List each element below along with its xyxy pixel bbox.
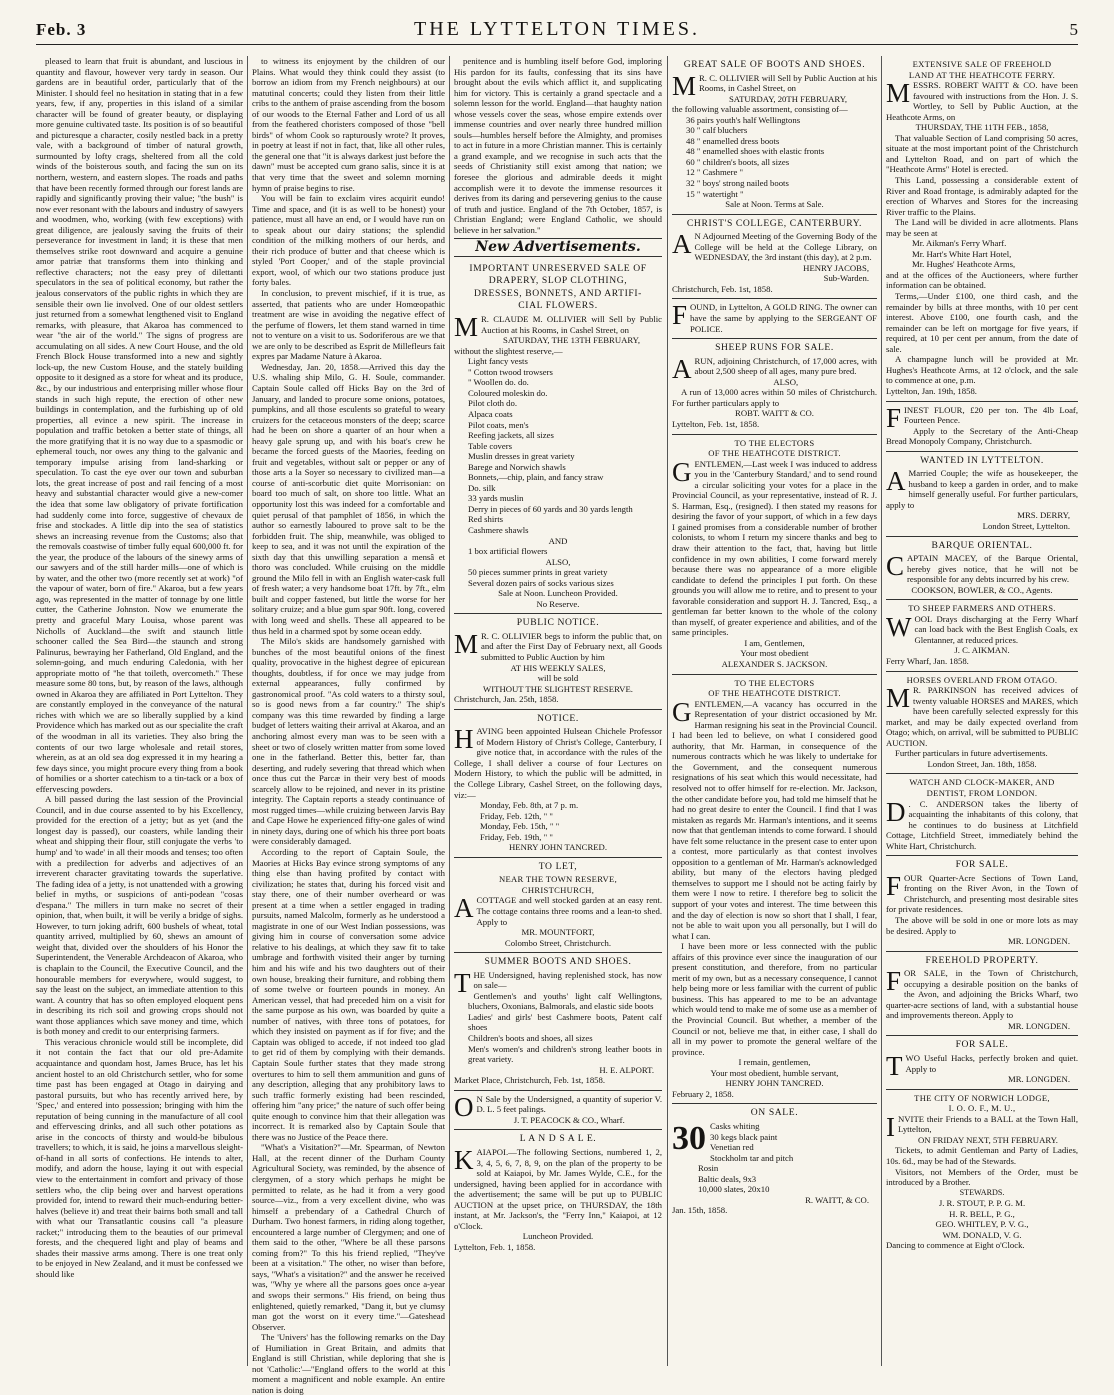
ad-signature: MR. LONGDEN. xyxy=(1007,936,1070,947)
ad-body: I have been more or less connected with the public affairs of this province ever since the inauguration of our present constitution, and therefore, from no particular merit of my own, but as a necessary consequence, I cannot help being more or less familiar with the current of public business. This has appeared to me to be an advantage which would tend to make me of some use as a member of the Provincial Council. But whether, a member of the Council or not, believe me that, in either case, I shall do all in my power to promote the general welfare of the province. xyxy=(672,941,877,1057)
drop-cap: W xyxy=(886,611,912,642)
ad-signature: HENRY JACOBS, xyxy=(803,262,869,273)
ad-date: Lyttelton, Jan. 19th, 1858. xyxy=(886,385,977,396)
masthead: THE LYTTELTON TIMES. xyxy=(414,18,700,40)
list-item: Reefing jackets, all sizes xyxy=(468,430,554,441)
article-paragraph: to witness its enjoyment by the children of our Plains. What would they think could they assist (to borrow an idiom from my French neighbours) at our matutinal concerts; could they listen from their little cribs to the anthem of praise ascending from the bosom of our woods to the Eternal Father and Lord of us all from the feathered choristers composed of those "bell birds" of whom Cook so rapturously wrote? It proves, in poetry at least if not in fact, that, like all other rules, the general one that "it is always darkest just before the dawn" must be accepted cum grano salis, since it is at that very time that the sweet and solemn morning hymn of praise begins to rise. xyxy=(252,56,445,193)
ad-date: London Street, Jan. 18th, 1858. xyxy=(927,758,1037,769)
ad-heading: GREAT SALE OF BOOTS AND SHOES. xyxy=(683,59,866,70)
ad-body: R. PARKINSON has received advices of twenty valuable HORSES and MARES, which have been carefully selected expressly for this market, and may be daily expected overland from Otago; which, on arrival, will be submitted to PUBLIC AUCTION. xyxy=(886,685,1078,748)
ad-heading: TO SHEEP FARMERS AND OTHERS. xyxy=(908,603,1056,614)
ad-date: THURSDAY, THE 11TH FEB., 1858, xyxy=(915,122,1049,133)
ad-summer-boots xyxy=(454,953,662,1091)
ad-body: RUN, adjoining Christchurch, of 17,000 acres, with about 2,500 sheep of all ages, many pure bred. xyxy=(694,355,877,377)
drop-cap: G xyxy=(672,456,692,487)
list-item: Gentlemen's and youths' light calf Wellingtons, bluchers, Oxonians, Balmorals, and elastic side boots xyxy=(468,990,662,1012)
ad-heading: NOTICE. xyxy=(537,712,579,724)
ad-date: SATURDAY, THE 13TH FEBRUARY, xyxy=(502,335,641,346)
ad-heading: THE CITY OF NORWICH LODGE, xyxy=(914,1092,1050,1103)
drop-cap: I xyxy=(886,1111,895,1142)
drop-cap: A xyxy=(672,229,692,260)
list-item: 10,000 slates, 20x10 xyxy=(698,1184,770,1195)
drop-cap: D xyxy=(886,796,906,827)
list-item: Bonnets,—chip, plain, and fancy straw xyxy=(468,472,604,483)
ad-body: HE Undersigned, having replenished stock, has now on sale— xyxy=(473,969,662,991)
ad-heading: CIAL FLOWERS. xyxy=(518,300,598,312)
ad-body: without the slightest reserve,— xyxy=(454,345,563,356)
ad-heading: CHRISTCHURCH, xyxy=(521,884,595,895)
ad-heading: WANTED IN LYTTELTON. xyxy=(920,454,1044,466)
list-item: Coloured moleskin do. xyxy=(468,387,548,398)
list-item: " Cotton twood trowsers xyxy=(468,366,553,377)
ad-body: ENTLEMEN,—A vacancy has occurred in the Representation of your district occasioned by Mr. Harman resigning his seat in the Provincial Council. I had been led to believe, on what I considered good authority, that Mr. Harman, in consequence of the numerous contracts which he was likely to undertake for the Government, and the consequent numerous resignations of his seat which this would necessitate, had resolved not to offer himself for re-election. Mr. Jackson, the other candidate before you, had told me himself that he had no great desire to enter the Council. I find that I was mistaken as regards Mr. Harman's intentions, and it seems now that that gentleman intends to come forward. I should have felt some reluctance in the present case to enter upon a contest, more particularly as that contest involves opposition to a gentleman of Mr. Harman's acknowledged ability, but many of the electors having pledged themselves to support me I should not be acting fairly by them were I now to retire. I therefore beg to solicit the support of your votes and interest. The time between this and the day of election is now so short that I shall, I fear, not be able to wait upon you all personally, but I will do what I can. xyxy=(672,698,877,941)
list-item: 33 yards muslin xyxy=(468,493,524,504)
article-paragraph: The Milo's skids are handsomely garnished with bunches of the most beautiful onions of the finest quality, provocative in the highest degree of epicurean thoughts, doubtless, if for once we may judge from external appearances, fully confirmed by gastronomical proof. "As cold waters to a thirsty soul, so is good news from a far country." The ship's company was this time rewarded by finding a large budget of letters waiting their arrival at Akaroa, and an anchoring almost every man was to be seen with a sheet or two of closely written matter from some loved one in the fatherland. Better this, better far, than deserting, and rudely severing that thread which when once thus cut the Parcæ in their very best of moods scarcely allow to be rejoined, and never in its pristine integrity. The Captain reports a steady continuance of most rugged times—while cruizing between Jarvis Bay and Cape Howe he experienced fifty-one gales of wind in ninety days, during one of which his three port boats were considerably damaged. xyxy=(252,636,445,847)
drop-cap: M xyxy=(886,78,911,109)
ad-footer: Sale at Noon. Terms at Sale. xyxy=(725,199,824,210)
ad-electors-tancred xyxy=(672,675,877,1105)
list-item: Mr. Aikman's Ferry Wharf. xyxy=(912,238,1007,249)
column-rule xyxy=(667,56,668,1366)
ad-heading: LAND AT THE HEATHCOTE FERRY. xyxy=(908,69,1056,80)
list-item: 15 " watertight " xyxy=(686,188,744,199)
ad-footer: No Reserve. xyxy=(536,598,580,609)
ad-body: OR SALE, in the Town of Christchurch, occupying a desirable position on the banks of the Avon, and adjoining the Bricks Wharf, two quarter-acre sections of land, with a substantial house and improvements thereon. Apply to xyxy=(886,968,1078,1021)
ad-date: Christchurch, Feb. 1st, 1858. xyxy=(672,283,773,294)
ad-heading: FREEHOLD PROPERTY. xyxy=(925,954,1039,966)
column-rule xyxy=(247,56,248,1366)
ad-body: APTAIN MACEY, of the Barque Oriental, hereby gives notice, that he will not be responsible for any debts incurred by his crew. xyxy=(907,553,1078,585)
ad-signature: ROBT. WAITT & CO. xyxy=(735,408,814,419)
article-paragraph: According to the report of Captain Soule, the Maories at Hicks Bay evince strong symptoms of any thing else than having profited by contact with civilization; he states that, during his forced visit and stay there, one of their number overheard or was present at a time when a settler engaged in trading pursuits, named Malcolm, formerly as he understood a magistrate in one of our West Indian possessions, was giving him in course of conversation some advice relative to his dealings, at which they saw fit to take umbrage and forthwith visited their anger by turning him and his wife and his two daughters out of their own house, breaking their furniture, and robbing them of some twelve or fourteen pounds in money. An American vessel, that had preceded him on a visit for the same purpose as his own, was boarded by quite a number of natives, with three tons of potatoes, for which they insisted on payment as if for five; and the Captain was obliged to accede, if not indeed too glad to get rid of them by complying with their demands. Captain Soule further states that they made strong overtures to him to sell them ammunition and guns of any description, alleging that any prohibitory laws to such traffic formerly existing had been rescinded, offering him "any price;" the nature of such offer being quite enough to convince him that their allegation was incorrect. It is remarked also by Captain Soule that there was no Justice of the Peace there. xyxy=(252,847,445,1142)
ad-date: ON FRIDAY NEXT, 5TH FEBRUARY. xyxy=(918,1134,1058,1145)
article-paragraph: The 'Univers' has the following remarks on the Day of Humiliation in Great Britain, and admits that England is still Christian, while deploring that she is not 'Catholic:'—"England offers to the world at this moment a magnificent and noble example. An entire nation is doing xyxy=(252,1332,445,1395)
ad-signature: London Street, Lyttelton. xyxy=(982,520,1070,531)
ad-body: and at the offices of the Auctioneers, where further information can be obtained. xyxy=(886,269,1078,291)
drop-cap: F xyxy=(672,300,688,331)
list-item: Red shirts xyxy=(468,514,503,525)
list-item: Stockholm tar and pitch xyxy=(710,1152,794,1163)
ad-body: Married Couple; the wife as housekeeper, the husband to keep a garden in order, and to make himself generally useful. For further particulars, apply to xyxy=(886,468,1078,510)
article-paragraph: A bill passed during the last session of the Provincial Council, and in due course assented to by his Excellency, provided for the erection of a jetty; but as yet (and the longest day is passed), our coasters, while landing their wheat and shipping their flour, still conjugate the verbs 'to hump' and 'to wade' in all their moods and tenses; too often with a predilection for adverbs and adjectives of an irreverent character gravitating towards the superlative. The fading idea of a jetty, is not unattended with a growing belief in myths, or suspicions of anti-podean "cosas d'espana." The millers in turn make no secret of their opinion, that, when built, it will be verily a bridge of sighs. However, to turn joking adrift, 600 bushels of wheat, total quantity arrived, multiplied by 60, shews an amount of weight that, divided over the shoulders of his Honor the Superintendent, the Venerable Archdeacon of Akaroa, who is chaplain to the Council, the Executive Council, and the honourable members for everywhere, would suggest, to say the least on the subject, an immediate attention to this want. A country that has so often employed eloquent pens in describing its rich soil and growing crops should not want those appliances which save money and time, which is both money and credit to our enterprising farmers. xyxy=(36,794,243,1037)
ad-sheep-farmers xyxy=(886,600,1078,671)
ad-body: Apply to the Secretary of the Anti-Cheap Bread Monopoly Company, Christchurch. xyxy=(886,425,1078,447)
list-item: 1 box artificial flowers xyxy=(468,546,548,557)
ad-heading: CHRIST'S COLLEGE, CANTERBURY. xyxy=(686,217,863,229)
ad-heading: EXTENSIVE SALE OF FREEHOLD xyxy=(912,59,1052,69)
drop-cap: A xyxy=(886,466,906,497)
lecture-day: Monday, Feb. 15th, " " xyxy=(480,821,560,832)
ad-footer: Dancing to commence at Eight o'Clock. xyxy=(886,1240,1025,1251)
ad-signature: HENRY JOHN TANCRED. xyxy=(508,842,607,853)
list-item: 48 " enamelled dress boots xyxy=(686,135,780,146)
ad-body: A champagne lunch will be provided at Mr. Hughes's Heathcote Arms, at 12 o'clock, and the sale to commence at one, p.m. xyxy=(886,354,1078,386)
ad-body: Visitors, not Members of the Order, must be introduced by a Brother. xyxy=(886,1166,1078,1188)
ad-signature: Christchurch, Jan. 25th, 1858. xyxy=(454,694,559,705)
drop-cap: M xyxy=(886,683,911,714)
list-item: Pilot cloth do. xyxy=(468,398,517,409)
ad-date: Ferry Wharf, Jan. 1858. xyxy=(886,655,969,666)
ad-body: AIAPOI.—The following Sections, numbered 1, 2, 3, 4, 5, 6, 7, 8, 9, on the plan of the property to be sold at Kaiapoi, by Mr. James Wylde, C.E., for the undersigned, having been applied for in accordance with the advertisement; the same will be put up to PUBLIC AUCTION at the upset price, on THURSDAY, the 18th instant, at Mr. Jackson's, the "Ferry Inn," Kaiapoi, at 12 o'Clock. xyxy=(454,1146,662,1231)
ad-body: N Sale by the Undersigned, a quantity of superior V. D. L. 5 feet palings. xyxy=(476,1093,662,1115)
list-item: Cashmere shawls xyxy=(468,524,529,535)
ad-closing: I am, Gentlemen, xyxy=(744,637,805,648)
ad-heading: TO LET, xyxy=(538,860,578,872)
ad-finest-flour xyxy=(886,402,1078,452)
ad-body: . C. ANDERSON takes the liberty of acquainting the inhabitants of this colony, that he continues to do business at Litchfield Cottage, Litchfield Street, immediately behind the White Hart, Christchurch. xyxy=(886,798,1078,851)
drop-cap: G xyxy=(672,696,692,727)
page-header xyxy=(36,18,1078,45)
list-item: Children's boots and shoes, all sizes xyxy=(468,1033,593,1044)
steward-name: H. R. BELL, P. G., xyxy=(949,1208,1015,1219)
column-4 xyxy=(672,56,877,1366)
ad-on-sale xyxy=(672,1104,877,1219)
ad-body: COTTAGE and well stocked garden at an easy rent. The cottage contains three rooms and a lean-to shed. Apply to xyxy=(476,895,662,927)
steward-name: J. R. STOUT, P. P. G. M. xyxy=(938,1198,1026,1209)
ad-heading: WATCH AND CLOCK-MAKER, AND xyxy=(909,777,1055,788)
drop-cap: M xyxy=(454,628,479,659)
steward-name: WM. DONALD, V. G. xyxy=(942,1229,1022,1240)
ad-for-sale-hacks xyxy=(886,1036,1078,1089)
ad-body: Further particulars in future advertisements. xyxy=(895,748,1048,759)
header-date: Feb. 3 xyxy=(36,20,87,39)
list-item: 12 " Cashmere " xyxy=(686,167,744,178)
ad-signature: J. T. PEACOCK & CO., Wharf. xyxy=(513,1114,625,1125)
ad-body: A run of 13,000 acres within 50 miles of Christchurch. For further particulars apply to xyxy=(672,387,877,408)
ad-heading: OF THE HEATHCOTE DISTRICT. xyxy=(708,688,841,699)
drop-cap: T xyxy=(454,967,471,998)
list-item: Men's women's and children's strong leather boots in great variety. xyxy=(468,1043,662,1065)
ad-signature: MRS. DERRY, xyxy=(1017,510,1070,521)
ad-heading: SUMMER BOOTS AND SHOES. xyxy=(484,956,632,968)
drop-cap: K xyxy=(454,1144,474,1175)
ad-body: The above will be sold in one or more lots as may be desired. Apply to xyxy=(886,915,1078,936)
divider xyxy=(454,256,662,257)
ad-signature: Sub-Warden. xyxy=(823,273,869,284)
ad-body: The Land will be divided in acre allotments. Plans may be seen at xyxy=(886,217,1078,238)
ad-body: OUR Quarter-Acre Sections of Town Land, fronting on the River Avon, in the Town of Christchurch, and presenting most desirable sites for private residences. xyxy=(886,872,1078,915)
column-rule xyxy=(881,56,882,1366)
list-item: Casks whiting xyxy=(710,1120,760,1131)
ad-closing: Your most obedient xyxy=(740,648,809,659)
ad-signature: Lyttelton, Feb. 1st, 1858. xyxy=(672,418,760,429)
ad-body: INEST FLOUR, £20 per ton. The 4lb Loaf, Fourteen Pence. xyxy=(904,404,1078,426)
ad-watchmaker-dentist xyxy=(886,774,1078,856)
list-item: Baltic deals, 9x3 xyxy=(698,1173,757,1184)
list-item: 30 kegs black paint xyxy=(710,1131,778,1142)
ad-found-ring xyxy=(672,299,877,339)
ad-body: ENTLEMEN,—Last week I was induced to address you in the 'Canterbury Standard,' and to send round a circular soliciting your votes for a place in the Provincial Council, as your representative, instead of R. J. S. Harman, Esq., (resigned). I then stated my reasons for desiring the favor of your support, of which in a few days I gained promises from a considerable number of brother colonists, to whom I return my sincere thanks and beg to draw their attention to the fact, that, having but little confidence in my own abilities, I come forward merely because there was no appearance of a more eligible candidate to defend the principles I put forth. On these grounds you will allow me to retire, and to present to your favorable consideration and support H. J. Tancred, Esq., a gentleman far better known to the whole of the colony than myself, of greater experience and abilities, and of the same principles. xyxy=(672,458,877,638)
drop-cap: M xyxy=(454,312,479,343)
list-item: " Woollen do. do. xyxy=(468,377,529,388)
drop-cap: T xyxy=(886,1051,903,1082)
ad-subhead: ALSO, xyxy=(773,376,799,387)
ad-signature: MR. LONGDEN. xyxy=(1007,1074,1070,1085)
drop-cap: C xyxy=(886,551,905,582)
ad-body: NVITE their Friends to a BALL at the Town Hall, Lyttelton, xyxy=(898,1113,1078,1135)
ad-heading: BARQUE ORIENTAL. xyxy=(931,539,1033,551)
ad-date: February 2, 1858. xyxy=(672,1088,734,1099)
list-item: Ladies' and girls' best Cashmere boots, Patent calf shoes xyxy=(468,1011,662,1033)
ad-signature: Market Place, Christchurch, Feb. 1st, 1858. xyxy=(454,1075,606,1086)
article-paragraph: "What's a Visitation?"—Mr. Spearman, of Newton Hall, at the recent dinner of the Durham County Agricultural Society, was reminded, by the absence of clergymen, of a story which perhaps he might be permitted to relate, as he had it from a very good source—viz., from a very excellent divine, who was himself a prebendary of a Cathedral Church of Durham. Two honest farmers, in riding along together, encountered a large number of Clergymen; and one of them said to the other, "Where be all these parsons coming from?" To this his friend replied, "They've been at a visitation." The other, no wiser than before, says, "What's a visitation?" and the answer he received was, "Why ye where all the parsons goes once a-year and swops their sermons." His friend, on being thus enlightened, quietly remarked, "Dang it, but ye clumsy man got the worst on it every time."—Gateshead Observer. xyxy=(252,1142,445,1332)
list-item: Derry in pieces of 60 yards and 30 yards length xyxy=(468,503,633,514)
ad-signature: H. E. ALPORT. xyxy=(599,1064,654,1075)
ad-footer: Sale at Noon. Luncheon Provided. xyxy=(498,588,618,599)
ad-heading: DRAPERY, SLOP CLOTHING, xyxy=(488,275,628,287)
ad-closing: Your most obedient, humble servant, xyxy=(710,1067,839,1078)
list-item: Alpaca coats xyxy=(468,408,513,419)
ad-christs-college xyxy=(672,215,877,300)
new-advertisements-banner: New Advertisements. xyxy=(475,239,641,256)
list-item: Venetian red xyxy=(710,1142,754,1153)
article-paragraph: This veracious chronicle would still be incomplete, did it not contain the fact that our old pre-Adamite acquaintance and quondam host, James Bruce, has let his ancient hostel to an old Christchurch settler, who for some time past has been engaged at Otago in dairying and pastoral pursuits, but who has recently arrived here, by 'Spec,' and entered into possession; bringing with him the reputation of being cunning in the manufacture of all cool and effervescing drinks, and all such other potations as arise in the concocts of thirsty and would-be bibulous travellers; to which, it is said, he joins a marvellous sleight-of-hand in all sorts of confections. He intends to alter, modify, and adorn the house, laying it out with especial view to the entertainment in comfort and privacy of those settlers who, the clip being over and harvest operations provided for, intend to reward their much-enduring better-halves (believe it) and treat their bairns both small and tall with what our Transatlantic cousins call "a pleasure racket;" introducing them to the beauties of our primeval forests, and the chequered light and play of beams and shades their massive arms among. There is one treat only to be enjoyed in New Zealand, and it must be confessed we should like xyxy=(36,1036,244,1279)
lecture-day: Friday, Feb. 12th, " " xyxy=(480,810,553,821)
ad-date: Jan. 15th, 1858. xyxy=(672,1205,728,1216)
list-item: 48 " enamelled shoes with elastic fronts xyxy=(686,146,825,157)
list-item: Rosin xyxy=(698,1163,719,1174)
column-5 xyxy=(886,56,1078,1366)
ad-heading: FOR SALE. xyxy=(955,859,1009,871)
ad-electors-jackson xyxy=(672,435,877,675)
list-item: 36 pairs youth's half Wellingtons xyxy=(686,114,801,125)
drop-cap: M xyxy=(672,70,697,101)
ad-signature: ALEXANDER S. JACKSON. xyxy=(721,658,828,669)
list-item: Several dozen pairs of socks various sizes xyxy=(468,577,614,588)
ad-heading: DRESSES, BONNETS, AND ARTIFI- xyxy=(474,287,642,299)
drop-cap: O xyxy=(454,1091,474,1122)
ad-body: R. C. OLLIVIER begs to inform the public that, on and after the First Day of February next, all Goods submitted to Public Auction by him xyxy=(481,630,662,662)
ad-body: Tickets, to admit Gentleman and Party of Ladies, 10s. 6d., may be had of the Stewards. xyxy=(886,1145,1078,1166)
column-3 xyxy=(454,56,662,1366)
ad-subhead: ALSO, xyxy=(545,556,571,567)
ad-line: will be sold xyxy=(537,673,579,684)
ad-body: That valuable Section of Land comprising 50 acres, situate at the most important point of the Christchurch and Lyttelton Road, and on part of which the "Heathcote Arms" Hotel is erected. xyxy=(886,132,1078,175)
ad-palings xyxy=(454,1091,662,1131)
ad-heading: I. O. O. F., M. U., xyxy=(948,1103,1016,1114)
ad-heading: OF THE HEATHCOTE DISTRICT. xyxy=(708,448,841,459)
drop-cap: F xyxy=(886,870,902,901)
page-number: 5 xyxy=(1069,20,1078,39)
ad-body: OOL Drays discharging at the Ferry Wharf can load back with the Best English Coals, ex Glentanner, at reduced prices. xyxy=(914,613,1078,645)
ad-signature: MR. LONGDEN. xyxy=(1007,1020,1070,1031)
ad-freehold-property xyxy=(886,952,1078,1037)
ad-hulsean-lectures xyxy=(454,710,662,858)
ad-heading: L A N D S A L E. xyxy=(519,1133,597,1145)
drop-cap: F xyxy=(886,966,902,997)
drop-cap: A xyxy=(672,353,692,384)
list-item: Pilot coats, men's xyxy=(468,419,529,430)
ad-body: This Land, possessing a considerable extent of River and Road frontage, is admirably adapted for the erection of Wharves and Stores for the increasing River traffic to the Plains. xyxy=(886,175,1078,217)
lecture-day: Monday, Feb. 8th, at 7 p. m. xyxy=(480,800,579,811)
list-item: 50 pieces summer prints in great variety xyxy=(468,567,608,578)
ad-boots-sale xyxy=(672,56,877,215)
ad-to-let xyxy=(454,858,662,953)
list-item: 30 " calf bluchers xyxy=(686,125,748,136)
ad-norwich-lodge-ball xyxy=(886,1090,1078,1255)
ad-closing: I remain, gentlemen, xyxy=(738,1057,811,1068)
steward-name: GEO. WHITLEY, P. V. G., xyxy=(935,1219,1029,1230)
ad-public-notice xyxy=(454,614,662,709)
list-item: Mr. Hughes' Heathcote Arms, xyxy=(912,259,1016,270)
list-item: Barege and Norwich shawls xyxy=(468,461,566,472)
article-paragraph: Wednesday, Jan. 20, 1858.—Arrived this day the U.S. whaling ship Milo, G. H. Soule, commander. Captain Soule called off Hicks Bay on the 3rd of January, and landed to procure some onions, potatoes, pumpkins, and all those esculents so grateful to weary cruizers for the cetaceous monsters of the deep; scarce had he been on shore a quarter of an hour when a heavy gale sprung up, and with his boat's crew he became the forced guests of the Maories, feeding on fruit and vegetables, without salt or pepper or any of those arts a la Soyer so necessary to civilized man—a course of anti-scorbutic diet quite Morrisonian: on board too much of salt, on shore too little. What an opportunity lost this was indeed for a comfortable and quiet perusal of that pamphlet of 1856, in which the author so earnestly laboured to prove salt to be the forbidden fruit. The ship, meanwhile, was obliged to keep to sea, and it was not until the expiration of the sixth day that this unwilling separation a mensâ et thoro was concluded. While cruising on the middle ground the Milo fell in with an English water-cask full of fresh water; a very handsome boat 17ft. by 7ft., elm built and copper fastened, but little the worse for her solitary cruize; and a blue gum spar 90ft. long, covered with long weed and shells. These all appeared to be thus held in a charmed spot by some ocean eddy. xyxy=(252,361,445,636)
ad-signature: R. WAITT, & CO. xyxy=(805,1194,869,1205)
ad-line: WITHOUT THE SLIGHTEST RESERVE. xyxy=(483,683,633,694)
ad-date: SATURDAY, 20TH FEBRUARY, xyxy=(728,93,848,104)
ad-subhead: AND xyxy=(548,535,568,546)
ad-body: R. C. OLLIVIER will Sell by Public Auction at his Rooms, in Cashel Street, on xyxy=(699,72,877,94)
ad-heading: HORSES OVERLAND FROM OTAGO. xyxy=(906,674,1058,685)
ad-body: Terms,—Under £100, one third cash, and the remainder by bills at three months, with 10 per cent interest. Above £100, one fourth cash, and the remainder can be left on mortgage for five years, if required, at 10 per cent per annum, from the date of sale. xyxy=(886,291,1078,354)
ad-signature: Lyttelton, Feb. 1, 1858. xyxy=(454,1241,536,1252)
ad-subhead: STEWARDS. xyxy=(959,1187,1005,1197)
list-item: 60 " children's boots, all sizes xyxy=(686,156,790,167)
ad-land-sale xyxy=(454,1130,662,1256)
ad-horses-otago xyxy=(886,672,1078,775)
ad-heading: PUBLIC NOTICE. xyxy=(516,617,600,629)
ad-heading: FOR SALE. xyxy=(955,1039,1009,1051)
ad-wanted xyxy=(886,452,1078,537)
ad-body: ESSRS. ROBERT WAITT & CO. have been favoured with instructions from the Hon. J. S. Wortley, to Sell by Public Auction, at the Heathcote Arms, on xyxy=(886,80,1078,122)
ad-barque-oriental xyxy=(886,537,1078,601)
article-paragraph: You will be fain to exclaim vires acquirit eundo! Time and space, and (it is as well to be honest) your patience, must all have an end, or I would have run on to speak about our dairy stations; the splendid condition of the milking mothers of our herds, and their rich produce of butter and that cheese which is styled 'Port Cooper,' and of the staple provincial export, wool, of which our two stations produce just forty bales. xyxy=(252,193,445,288)
drop-cap: F xyxy=(886,402,902,433)
ad-body: WO Useful Hacks, perfectly broken and quiet. Apply to xyxy=(905,1053,1078,1074)
list-item: Mr. Hart's White Hart Hotel, xyxy=(912,248,1012,259)
ad-heading: ON SALE. xyxy=(750,1107,799,1119)
ad-body: AVING been appointed Hulsean Chichele Professor of Modern History of Christ's College, Canterbury, I give notice that, in accordance with the rules of the College, I shall deliver a course of four Lectures on Modern History, to which the public will be admitted, in the College Library, Cashel Street, on the following days, viz:— xyxy=(454,726,662,800)
list-item: 32 " boys' strong nailed boots xyxy=(686,178,789,189)
article-paragraph: In conclusion, to prevent mischief, if it is true, as asserted, that patients who are under Homœopathic treatment are wise in avoiding the negative effect of the perfume of flowers, let them stand warned in time not to venture on a visit to us. Sodoriferous are we that we are only to be described as Esprit de Millefleurs fait expres par Madame Nature à Akaroa. xyxy=(252,288,445,362)
ad-signature: COOKSON, BOWLER, & CO., Agents. xyxy=(911,584,1053,595)
ad-signature: Colombo Street, Christchurch. xyxy=(504,937,612,948)
ad-body: R. CLAUDE M. OLLIVIER will Sell by Public Auction at his Rooms, in Cashel Street, on xyxy=(481,314,662,335)
ad-body: N Adjourned Meeting of the Governing Body of the College will be held at the College Library, on WEDNESDAY, the 3rd instant (this day), at 2 p.m. xyxy=(694,231,877,263)
quantity-numeral: 30 xyxy=(672,1119,706,1157)
ad-heading: SHEEP RUNS FOR SALE. xyxy=(715,342,834,354)
list-item: Table covers xyxy=(468,440,513,451)
ad-signature: MR. MOUNTFORT, xyxy=(521,927,595,938)
column-2 xyxy=(252,56,445,1395)
ad-heading: IMPORTANT UNRESERVED SALE OF xyxy=(469,262,647,274)
ad-line: AT HIS WEEKLY SALES, xyxy=(510,662,606,673)
list-item: Muslin dresses in great variety xyxy=(468,451,575,462)
ad-heathcote-ferry xyxy=(886,56,1078,402)
ad-signature: HENRY JOHN TANCRED. xyxy=(725,1078,824,1089)
ad-heading: TO THE ELECTORS xyxy=(734,437,815,448)
ad-body: the following valuable assortment, consisting of— xyxy=(672,104,848,115)
lecture-day: Friday, Feb. 19th, " " xyxy=(480,831,553,842)
list-item: Light fancy vests xyxy=(468,356,528,367)
ad-signature: J. C. AIKMAN. xyxy=(954,645,1010,656)
ad-heading: TO THE ELECTORS xyxy=(734,677,815,688)
article-paragraph: penitence and is humbling itself before God, imploring His pardon for its faults, confessing that its sins have brought about the evils which afflict it, and supplicating him for victory. This is certainly a grand spectacle and a solemn lesson for the world. England—that haughty nation whose vessels cover the seas, whose empire extends over immense countries and over nearly three hundred million souls—humbles herself before the Almighty, and promises to act in future in a more Christian manner. This is certainly a grand example, and we recognise in such acts that the seeds of Christianity still exist among that nation; we foresee the glorious and admirable deeds it might accomplish were it to devote the immense resources it derives from its daring and persevering genius to the cause of truth and justice. England of the 7th October, 1857, is Christian England; were England Catholic, we should believe in her salvation." xyxy=(454,56,662,235)
column-rule xyxy=(449,56,450,1366)
column-1 xyxy=(36,56,243,1366)
article-paragraph: pleased to learn that fruit is abundant, and luscious in quantity and flavour, however very tardy in season. Our gardens are in beautiful order, particularly that of the Minister. I should feel no hesitation in stating that in a few years, few, if any, properties in this island of a similar character will be found of greater beauty, or displaying more genuine cultivated taste. Its position is of so beautiful and picturesque a character, cosily nestled back in a pretty vale, with a background of timber of natural growth, surmounted by lofty crags, sheltered from all the cold winds of the boisterous south, and facing the sun on its northern, western, and eastern slopes. The roads and paths that have been recently formed through our forest lands are rapidly and significantly proving their value; "the bush" is now ever resonant with the labours and industry of sawyers and woodmen, who, working (with few exceptions) with great diligence, are jealously saving the fruits of their perseverance for investment in land; it is these that men themselves strike root downward and acquire a genuine amor patriæ that transforms them into thinking and reflective characters; not the easy prey of dilettanti speculators in the sea of political economy, but rather the jealous conservators of the public rights in which they are sensible their own lie involved. One of our oldest settlers just returned from a somewhat lengthened visit to England remarks, with pleasure, that Akaroa has commenced to wear "the air of the world." The signs of progress are accumulating on all sides. A new Court House, and the old French Block House transformed into a new and sightly lock-up, the new Custom House, and the stately building opposite to it designed as a store for wheat and its produce, &c., by our industrious and enterprising miller whose flour stands in such high repute, the erection of other new buildings in contemplation, and the furbishing up of old properties, all evince a new spirit. The increase in population and traffic betoken a better state of things, all the more gratifying that it is no way due to a spasmodic or ephemeral touch, nor owes any thing to the galvanic and temporary impulse arising from land-sharking or speculation. To cast the eye over our town and suburban lots, the great increase of post and rail fencing of a most heavy and substantial character would give a new-comer the idea that some law obligatory of private fortification had suddenly come into force, suggestive of chevaux de frise and stockades. A little dip into the sea of statistics shews an increasing revenue from the Customs; also that the removals coastwise of timber fully equal 600,000 ft. for the year, the produce of the labours of the sinewy arms of our sawyers and of the still harder mills—one of which is by water, and the other two (more recently set at work) "of the vapour of water, born of fire." Akaroa, but a few years ago, was represented in the matter of tonnage by one little cutter, the Catherine Johnston. Now we enumerate the pretty and graceful Mary Louisa, whose parent was Nicholls of Auckland—the swift and staunch little schooner called the Sea Bird—the staunch and strong Palinurus, bewraying her Fatherland, Old England, and the solemn-going, and much enduring Caledonia, with her appropriate motto of "he that toileth, overcometh." These measure some 80 tons, but, by reason of the laws, although owned in Akaroa they are affiliated in Port Lyttelton. They are constantly employed in the conveyance of the natural riches with which we are so liberally supplied by a kind Providence which has marked out as our specialite the craft of the woodman in all its varieties. They also bring the contents of our two large wholesale and retail stores, wherein, as at an old sea dog expressed it in my hearing a few days since, you might procure every thing from a book of homilies or a shorter catechism to a tin-tack or a box of effervescing powders. xyxy=(36,56,243,794)
ad-sheep-runs xyxy=(672,339,877,434)
ad-for-sale-sections xyxy=(886,856,1078,951)
ad-heading: NEAR THE TOWN RESERVE, xyxy=(498,874,618,885)
list-item: Do. silk xyxy=(468,482,496,493)
ad-drapery-sale xyxy=(454,260,662,615)
ad-heading: DENTIST, FROM LONDON. xyxy=(926,788,1038,798)
drop-cap: A xyxy=(454,893,474,924)
ad-footer: Luncheon Provided. xyxy=(522,1231,594,1242)
ad-body: OUND, in Lyttelton, A GOLD RING. The owner can have the same by applying to the SERGEANT OF POLICE. xyxy=(690,302,877,334)
drop-cap: H xyxy=(454,724,474,755)
